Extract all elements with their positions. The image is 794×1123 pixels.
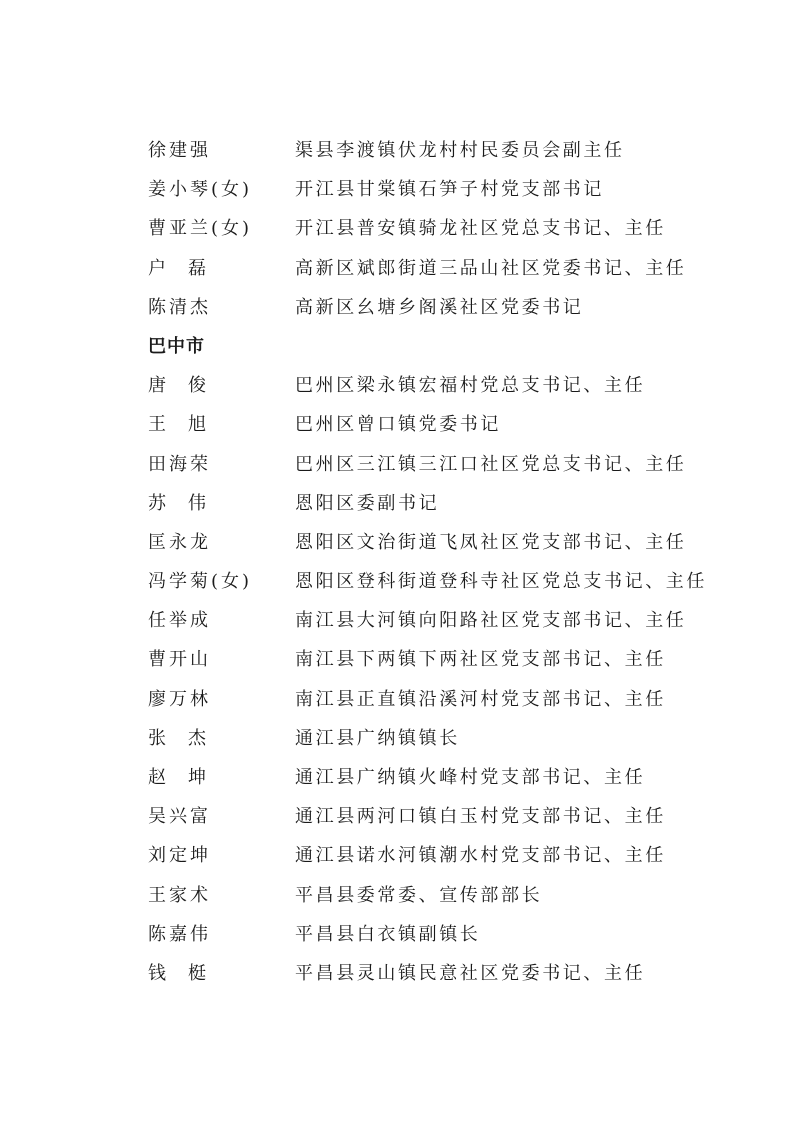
list-item bbox=[148, 797, 708, 836]
person-position: 通江县广纳镇镇长 bbox=[295, 727, 460, 749]
list-item bbox=[148, 719, 708, 758]
list-item bbox=[148, 405, 708, 444]
person-position: 巴州区梁永镇宏福村党总支书记、主任 bbox=[295, 375, 646, 397]
list-item bbox=[148, 758, 708, 797]
person-name: 任举成 bbox=[148, 610, 211, 632]
person-position: 通江县广纳镇火峰村党支部书记、主任 bbox=[295, 767, 646, 788]
list-item bbox=[148, 876, 708, 915]
list-item bbox=[148, 445, 708, 484]
person-name: 曹开山 bbox=[148, 649, 211, 671]
section-heading: 巴中市 bbox=[148, 335, 205, 357]
person-name: 赵坤 bbox=[148, 767, 228, 788]
list-item bbox=[148, 288, 708, 327]
list-item bbox=[148, 170, 708, 209]
person-name: 徐建强 bbox=[148, 140, 211, 161]
person-name: 曹亚兰(女) bbox=[148, 218, 253, 240]
list-item bbox=[148, 680, 708, 719]
person-position: 通江县诺水河镇潮水村党支部书记、主任 bbox=[295, 845, 666, 867]
person-position: 高新区幺塘乡阁溪社区党委书记 bbox=[295, 296, 584, 318]
person-position: 开江县普安镇骑龙社区党总支书记、主任 bbox=[295, 218, 666, 240]
person-position: 平昌县委常委、宣传部部长 bbox=[295, 884, 543, 906]
person-name: 苏伟 bbox=[148, 492, 228, 514]
person-position: 南江县大河镇向阳路社区党支部书记、主任 bbox=[295, 610, 687, 632]
person-name: 陈嘉伟 bbox=[148, 923, 211, 945]
person-name: 廖万林 bbox=[148, 688, 211, 710]
list-item bbox=[148, 249, 708, 288]
person-position: 巴州区三江镇三江口社区党总支书记、主任 bbox=[295, 453, 687, 475]
person-name: 冯学菊(女) bbox=[148, 571, 253, 593]
person-position: 渠县李渡镇伏龙村村民委员会副主任 bbox=[295, 140, 625, 161]
list-item bbox=[148, 640, 708, 679]
list-item bbox=[148, 954, 708, 993]
person-name: 匡永龙 bbox=[148, 531, 211, 553]
person-position: 巴州区曾口镇党委书记 bbox=[295, 414, 501, 436]
list-item bbox=[148, 484, 708, 523]
list-item bbox=[148, 209, 708, 248]
person-name: 陈清杰 bbox=[148, 296, 211, 318]
person-name: 钱梃 bbox=[148, 962, 228, 984]
person-position: 恩阳区登科街道登科寺社区党总支书记、主任 bbox=[295, 571, 707, 593]
person-name: 刘定坤 bbox=[148, 845, 211, 867]
person-position: 恩阳区委副书记 bbox=[295, 492, 440, 514]
person-name: 户磊 bbox=[148, 257, 228, 279]
person-name: 王家术 bbox=[148, 884, 211, 906]
person-position: 恩阳区文治街道飞凤社区党支部书记、主任 bbox=[295, 531, 687, 553]
list-item bbox=[148, 562, 708, 601]
list-item bbox=[148, 131, 708, 170]
honoree-list bbox=[148, 131, 708, 993]
person-position: 平昌县白衣镇副镇长 bbox=[295, 923, 481, 945]
list-item bbox=[148, 523, 708, 562]
person-position: 南江县下两镇下两社区党支部书记、主任 bbox=[295, 649, 666, 671]
person-position: 开江县甘棠镇石笋子村党支部书记 bbox=[295, 179, 604, 201]
person-position: 高新区斌郎街道三品山社区党委书记、主任 bbox=[295, 257, 687, 279]
person-name: 张杰 bbox=[148, 727, 228, 749]
person-name: 唐俊 bbox=[148, 375, 228, 397]
list-item bbox=[148, 836, 708, 875]
person-position: 南江县正直镇沿溪河村党支部书记、主任 bbox=[295, 688, 666, 710]
list-item bbox=[148, 366, 708, 405]
person-position: 通江县两河口镇白玉村党支部书记、主任 bbox=[295, 806, 666, 828]
person-position: 平昌县灵山镇民意社区党委书记、主任 bbox=[295, 962, 646, 984]
person-name: 吴兴富 bbox=[148, 806, 211, 828]
person-name: 姜小琴(女) bbox=[148, 179, 253, 201]
list-item bbox=[148, 915, 708, 954]
person-name: 田海荣 bbox=[148, 453, 211, 475]
list-item bbox=[148, 601, 708, 640]
person-name: 王旭 bbox=[148, 414, 228, 436]
